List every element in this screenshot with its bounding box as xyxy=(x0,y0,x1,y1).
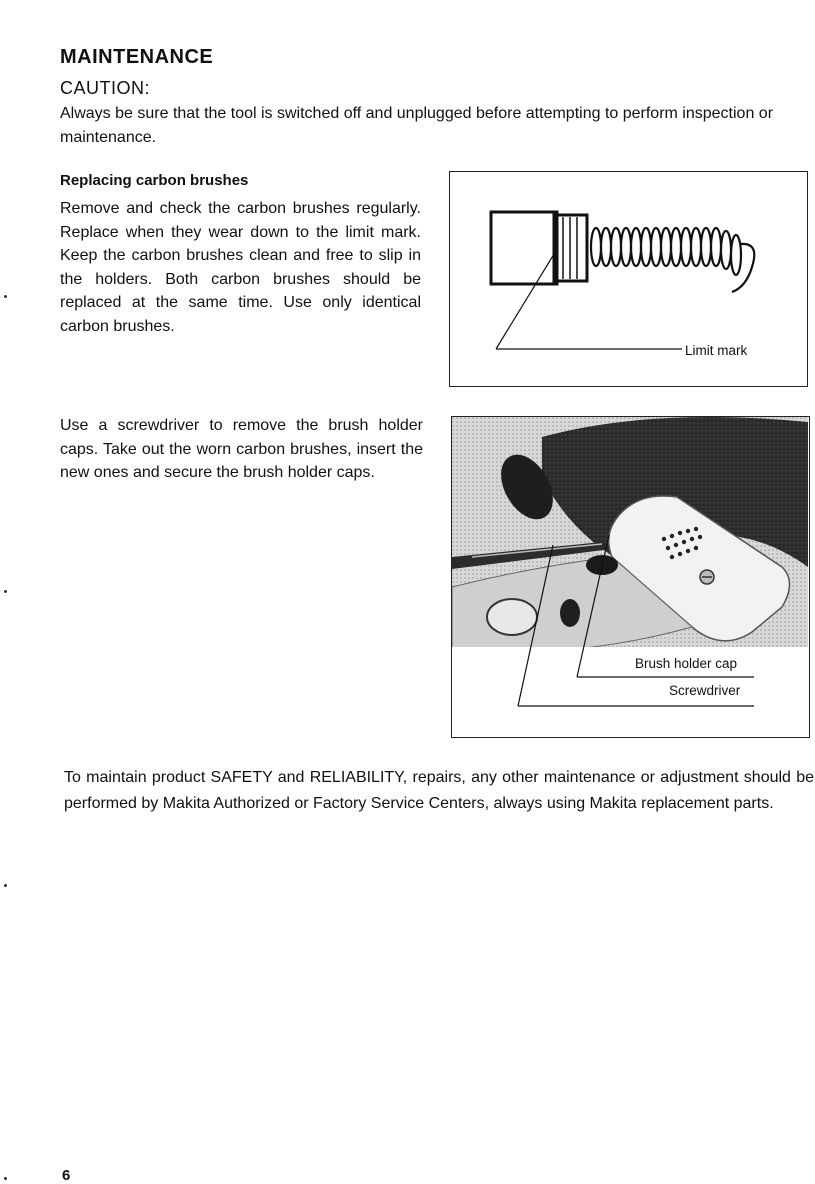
brush-holder-cap-callout: Brush holder cap xyxy=(635,656,738,671)
section-title: MAINTENANCE xyxy=(60,46,214,68)
carbon-brushes-paragraph: Remove and check the carbon brushes regularly. Replace when they wear down to the limit mark. Keep the carbon brushes clean and free to slip in the holders. Both carbon brushes should be replaced at the same time. Use only identical carbon brushes. xyxy=(60,200,421,335)
limit-mark-callout: Limit mark xyxy=(685,343,748,358)
belt-sander-photo xyxy=(452,417,808,736)
caution-text: Always be sure that the tool is switched off and unplugged before attempting to perform inspection or maintenance. xyxy=(60,105,774,146)
carbon-brush-figure xyxy=(449,171,808,387)
scan-speck xyxy=(4,295,7,298)
page-number: 6 xyxy=(62,1167,71,1184)
brush-holder-paragraph: Use a screwdriver to remove the brush holder caps. Take out the worn carbon brushes, insert the new ones and secure the brush holder caps. xyxy=(60,417,423,481)
scan-speck xyxy=(4,1177,7,1180)
carbon-brush-illustration xyxy=(450,172,806,385)
carbon-brushes-subheading: Replacing carbon brushes xyxy=(60,172,249,189)
caution-label: CAUTION: xyxy=(60,78,151,98)
scan-speck xyxy=(4,590,7,593)
screwdriver-callout: Screwdriver xyxy=(669,683,741,698)
service-paragraph: To maintain product SAFETY and RELIABILITY, repairs, any other maintenance or adjustment should be performed by Makita Authorized or Factory Service Centers, always using Makita replacement parts. xyxy=(64,769,814,812)
scan-speck xyxy=(4,884,7,887)
brush-holder-photo-figure xyxy=(451,416,810,738)
